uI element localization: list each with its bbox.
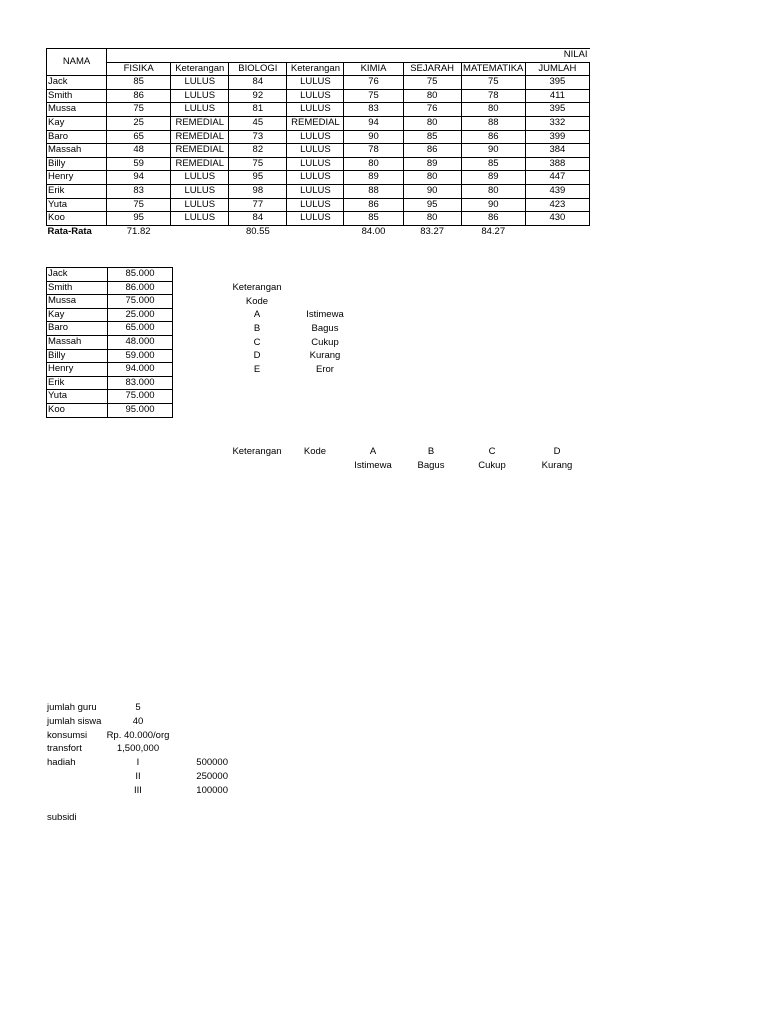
row-name: Koo — [47, 212, 107, 226]
list-row — [47, 281, 173, 295]
legend-title: Keterangan — [232, 282, 282, 293]
cell-matematika: 86 — [461, 212, 525, 226]
cell-matematika: 88 — [461, 116, 525, 130]
hz-desc-row — [224, 459, 584, 473]
cell-jumlah: 399 — [525, 130, 589, 144]
col-header-sejarah: SEJARAH — [403, 62, 461, 76]
cell-matematika: 80 — [461, 103, 525, 117]
cell-matematika: 85 — [461, 157, 525, 171]
list-value: 25.000 — [108, 308, 173, 322]
cell-jumlah: 447 — [525, 171, 589, 185]
col-header-biologi: BIOLOGI — [229, 62, 287, 76]
cell-fisika: 94 — [107, 171, 171, 185]
legend-code-row — [224, 349, 384, 363]
cell-keterangan-2: LULUS — [287, 184, 344, 198]
col-header-matematika: MATEMATIKA — [461, 62, 525, 76]
nilai-header: NILAI — [107, 49, 590, 63]
cell-biologi: 84 — [229, 212, 287, 226]
cell-sejarah: 90 — [403, 184, 461, 198]
cell-kimia: 88 — [344, 184, 403, 198]
list-row — [47, 268, 173, 282]
cell-biologi: 81 — [229, 103, 287, 117]
cell-keterangan-1: LULUS — [171, 103, 229, 117]
list-name: Baro — [47, 322, 108, 336]
cell-jumlah: 395 — [525, 103, 589, 117]
legend-code: A — [253, 309, 261, 321]
cell-biologi: 84 — [229, 76, 287, 90]
transfort-value: 1,500,000 — [116, 743, 160, 755]
cell-keterangan-1: LULUS — [171, 198, 229, 212]
legend-code: E — [253, 364, 261, 376]
list-row — [47, 335, 173, 349]
hz-desc-c: Cukup — [478, 459, 506, 471]
cell-sejarah: 89 — [403, 157, 461, 171]
cell-kimia: 86 — [344, 198, 403, 212]
list-row — [47, 295, 173, 309]
cell-sejarah: 80 — [403, 212, 461, 226]
cell-keterangan-1: LULUS — [171, 76, 229, 90]
hz-desc-d: Kurang — [541, 459, 573, 471]
list-row — [47, 349, 173, 363]
cell-jumlah: 423 — [525, 198, 589, 212]
event-info-block — [46, 701, 246, 825]
list-value: 83.000 — [108, 376, 173, 390]
info-row-siswa — [46, 715, 246, 729]
hz-code-d: D — [553, 446, 561, 457]
legend-code: D — [253, 350, 261, 362]
code-legend-vertical — [224, 281, 384, 377]
cell-fisika: 25 — [107, 116, 171, 130]
list-name: Erik — [47, 376, 108, 390]
cell-matematika: 86 — [461, 130, 525, 144]
cell-kimia: 89 — [344, 171, 403, 185]
legend-desc: Bagus — [311, 323, 339, 335]
row-name: Yuta — [47, 198, 107, 212]
jumlah-guru-value: 5 — [135, 702, 141, 713]
cell-keterangan-2: LULUS — [287, 157, 344, 171]
cell-kimia: 94 — [344, 116, 403, 130]
cell-biologi: 73 — [229, 130, 287, 144]
hz-desc-b: Bagus — [417, 459, 445, 471]
info-row-transfort — [46, 742, 246, 756]
legend-code: C — [253, 336, 261, 348]
jumlah-siswa-value: 40 — [132, 715, 144, 727]
cell-keterangan-1: LULUS — [171, 89, 229, 103]
legend-desc: Cukup — [311, 336, 339, 348]
list-row — [47, 376, 173, 390]
legend-code-row — [224, 363, 384, 377]
cell-jumlah: 388 — [525, 157, 589, 171]
cell-keterangan-1: LULUS — [171, 171, 229, 185]
cell-biologi: 98 — [229, 184, 287, 198]
info-row-spacer — [46, 798, 246, 812]
list-row — [47, 390, 173, 404]
cell-matematika: 90 — [461, 198, 525, 212]
row-name: Baro — [47, 130, 107, 144]
list-value: 94.000 — [108, 363, 173, 377]
cell-matematika: 89 — [461, 171, 525, 185]
table-row — [47, 76, 590, 90]
average-empty-ket1 — [171, 225, 229, 238]
cell-fisika: 65 — [107, 130, 171, 144]
hadiah-amount-1: 500000 — [196, 757, 228, 769]
cell-keterangan-2: LULUS — [287, 171, 344, 185]
cell-matematika: 75 — [461, 76, 525, 90]
hadiah-rank-2: II — [135, 770, 141, 782]
list-row — [47, 403, 173, 417]
cell-fisika: 48 — [107, 144, 171, 158]
cell-keterangan-1: REMEDIAL — [171, 144, 229, 158]
cell-sejarah: 86 — [403, 144, 461, 158]
table-row — [47, 171, 590, 185]
list-value: 85.000 — [108, 268, 173, 282]
hadiah-amount-2: 250000 — [196, 770, 228, 782]
cell-biologi: 45 — [229, 116, 287, 130]
cell-biologi: 77 — [229, 198, 287, 212]
grades-body — [47, 76, 590, 226]
cell-jumlah: 395 — [525, 76, 589, 90]
fisika-list-body — [47, 268, 173, 418]
list-name: Kay — [47, 308, 108, 322]
cell-kimia: 90 — [344, 130, 403, 144]
cell-keterangan-2: LULUS — [287, 103, 344, 117]
nama-header: NAMA — [47, 49, 107, 76]
cell-matematika: 80 — [461, 184, 525, 198]
table-row — [47, 184, 590, 198]
average-kimia: 84.00 — [361, 225, 386, 237]
cell-fisika: 86 — [107, 89, 171, 103]
hadiah-amount-3: 100000 — [196, 784, 228, 796]
average-biologi: 80.55 — [245, 225, 270, 237]
code-legend-horizontal — [224, 445, 584, 472]
legend-kode-row — [224, 295, 384, 309]
col-header-kimia: KIMIA — [344, 62, 403, 76]
row-name: Billy — [47, 157, 107, 171]
col-header-keterangan-1: Keterangan — [171, 62, 229, 76]
table-row — [47, 157, 590, 171]
cell-biologi: 82 — [229, 144, 287, 158]
legend-code-row — [224, 308, 384, 322]
table-row — [47, 103, 590, 117]
list-row — [47, 322, 173, 336]
transfort-label: transfort — [47, 743, 82, 755]
cell-keterangan-2: LULUS — [287, 89, 344, 103]
cell-fisika: 59 — [107, 157, 171, 171]
cell-keterangan-1: REMEDIAL — [171, 116, 229, 130]
row-name: Massah — [47, 144, 107, 158]
cell-biologi: 95 — [229, 171, 287, 185]
col-header-fisika: FISIKA — [107, 62, 171, 76]
cell-keterangan-1: REMEDIAL — [171, 157, 229, 171]
legend-desc: Istimewa — [306, 309, 344, 321]
cell-keterangan-2: LULUS — [287, 76, 344, 90]
cell-keterangan-2: LULUS — [287, 144, 344, 158]
cell-fisika: 75 — [107, 198, 171, 212]
table-row — [47, 198, 590, 212]
header-row-columns — [47, 62, 590, 76]
row-name: Kay — [47, 116, 107, 130]
hz-code-b: B — [427, 446, 435, 457]
list-value: 59.000 — [108, 349, 173, 363]
cell-kimia: 78 — [344, 144, 403, 158]
cell-jumlah: 411 — [525, 89, 589, 103]
row-name: Smith — [47, 89, 107, 103]
cell-fisika: 75 — [107, 103, 171, 117]
list-value: 48.000 — [108, 335, 173, 349]
legend-kode-label: Kode — [245, 295, 269, 307]
hadiah-rank-1: I — [136, 757, 140, 769]
list-value: 86.000 — [108, 281, 173, 295]
cell-sejarah: 80 — [403, 89, 461, 103]
cell-jumlah: 332 — [525, 116, 589, 130]
cell-sejarah: 85 — [403, 130, 461, 144]
hz-code-c: C — [488, 446, 496, 457]
list-name: Henry — [47, 363, 108, 377]
info-row-hadiah-3 — [46, 784, 246, 798]
cell-biologi: 75 — [229, 157, 287, 171]
cell-keterangan-2: REMEDIAL — [287, 116, 344, 130]
average-fisika: 71.82 — [126, 225, 151, 237]
cell-keterangan-1: LULUS — [171, 212, 229, 226]
legend-code-rows — [224, 308, 384, 376]
cell-jumlah: 384 — [525, 144, 589, 158]
cell-sejarah: 80 — [403, 171, 461, 185]
cell-matematika: 90 — [461, 144, 525, 158]
legend-code-row — [224, 322, 384, 336]
cell-sejarah: 95 — [403, 198, 461, 212]
info-row-guru — [46, 701, 246, 715]
col-header-keterangan-2: Keterangan — [287, 62, 344, 76]
info-row-hadiah-2 — [46, 770, 246, 784]
info-row-subsidi — [46, 811, 246, 825]
row-name: Henry — [47, 171, 107, 185]
list-name: Jack — [47, 268, 108, 282]
average-row — [47, 225, 590, 238]
col-header-jumlah: JUMLAH — [525, 62, 589, 76]
row-name: Mussa — [47, 103, 107, 117]
table-row — [47, 89, 590, 103]
grades-table — [46, 48, 590, 238]
average-empty-jumlah — [525, 225, 589, 238]
cell-kimia: 75 — [344, 89, 403, 103]
legend-desc: Kurang — [309, 350, 341, 362]
cell-matematika: 78 — [461, 89, 525, 103]
cell-biologi: 92 — [229, 89, 287, 103]
list-name: Billy — [47, 349, 108, 363]
legend-title-row — [224, 281, 384, 295]
average-empty-ket2 — [287, 225, 344, 238]
cell-fisika: 83 — [107, 184, 171, 198]
cell-jumlah: 430 — [525, 212, 589, 226]
cell-kimia: 83 — [344, 103, 403, 117]
average-sejarah: 83.27 — [420, 225, 445, 237]
row-name: Erik — [47, 184, 107, 198]
average-label: Rata-Rata — [47, 225, 92, 237]
hadiah-label: hadiah — [47, 757, 76, 769]
list-value: 75.000 — [108, 390, 173, 404]
info-row-hadiah-1 — [46, 756, 246, 770]
legend-desc: Eror — [316, 364, 334, 376]
hz-kode-label: Kode — [303, 446, 327, 457]
list-name: Koo — [47, 403, 108, 417]
cell-sejarah: 75 — [403, 76, 461, 90]
table-row — [47, 130, 590, 144]
cell-keterangan-2: LULUS — [287, 198, 344, 212]
cell-sejarah: 76 — [403, 103, 461, 117]
hz-code-row — [224, 445, 584, 459]
cell-fisika: 95 — [107, 212, 171, 226]
cell-keterangan-2: LULUS — [287, 212, 344, 226]
table-row — [47, 212, 590, 226]
list-value: 95.000 — [108, 403, 173, 417]
list-value: 65.000 — [108, 322, 173, 336]
konsumsi-label: konsumsi — [47, 729, 88, 741]
cell-jumlah: 439 — [525, 184, 589, 198]
info-row-konsumsi — [46, 729, 246, 743]
legend-code: B — [253, 323, 261, 335]
table-row — [47, 116, 590, 130]
list-value: 75.000 — [108, 295, 173, 309]
list-row — [47, 308, 173, 322]
cell-keterangan-1: REMEDIAL — [171, 130, 229, 144]
list-name: Yuta — [47, 390, 108, 404]
hz-desc-a: Istimewa — [354, 459, 392, 471]
cell-sejarah: 80 — [403, 116, 461, 130]
jumlah-guru-label: jumlah guru — [47, 702, 97, 713]
cell-kimia: 76 — [344, 76, 403, 90]
cell-kimia: 80 — [344, 157, 403, 171]
hz-code-a: A — [369, 446, 377, 457]
list-row — [47, 363, 173, 377]
legend-code-row — [224, 336, 384, 350]
hadiah-rank-3: III — [134, 784, 142, 796]
fisika-list-table — [46, 267, 173, 418]
list-name: Massah — [47, 335, 108, 349]
list-name: Smith — [47, 281, 108, 295]
cell-keterangan-2: LULUS — [287, 130, 344, 144]
cell-fisika: 85 — [107, 76, 171, 90]
subsidi-label: subsidi — [47, 812, 77, 824]
cell-keterangan-1: LULUS — [171, 184, 229, 198]
list-name: Mussa — [47, 295, 108, 309]
cell-kimia: 85 — [344, 212, 403, 226]
hz-keterangan-label: Keterangan — [232, 446, 282, 457]
konsumsi-value: Rp. 40.000/org — [106, 729, 170, 741]
jumlah-siswa-label: jumlah siswa — [47, 715, 102, 727]
average-matematika: 84.27 — [481, 225, 506, 237]
row-name: Jack — [47, 76, 107, 90]
header-row-nilai — [47, 49, 590, 63]
table-row — [47, 144, 590, 158]
